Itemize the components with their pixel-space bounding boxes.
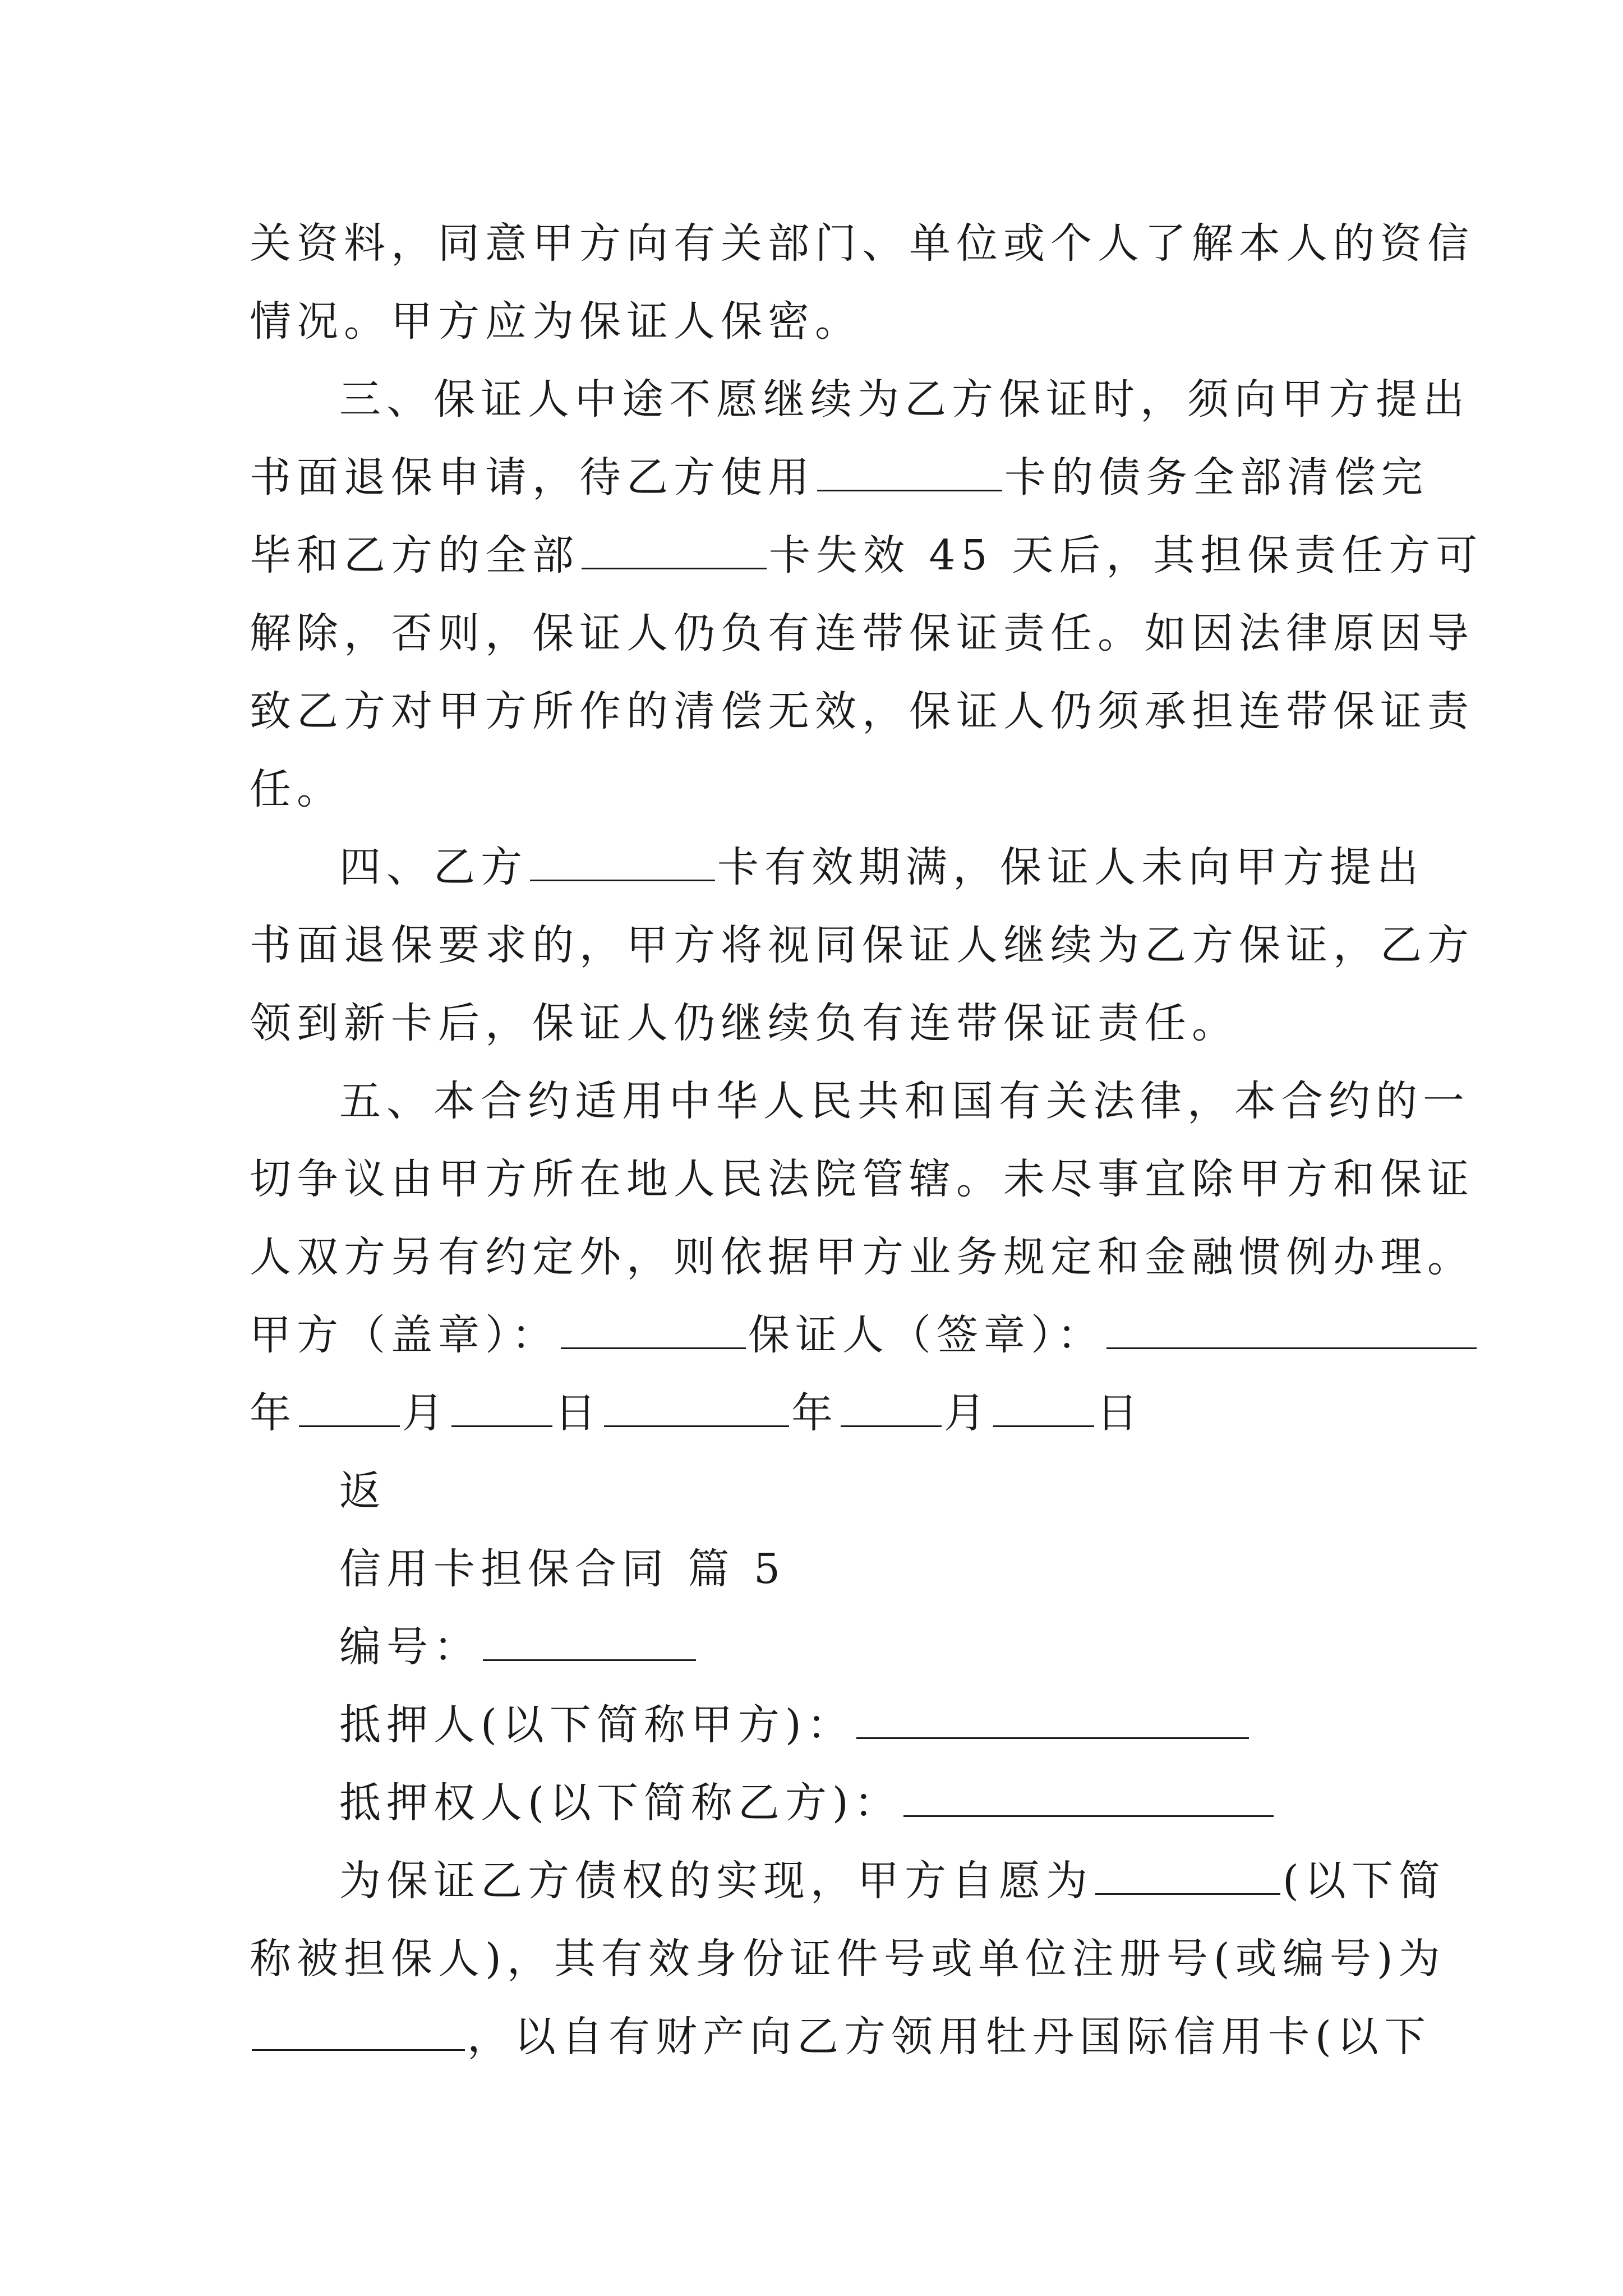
clause-4-start [250, 829, 1424, 907]
text-segment: 卡有效期满，保证人未向甲方提出 [717, 843, 1424, 891]
section-title [250, 1530, 1394, 1608]
text-line [250, 907, 1474, 984]
text-segment: 书面退保要求的，甲方将视同保证人继续为乙方保证，乙方 [250, 921, 1474, 969]
contract-text [250, 205, 1483, 2076]
text-line [250, 673, 1474, 751]
guarantor-sign-label: 保证人（签章）： [748, 1311, 1104, 1359]
month-label: 月 [944, 1389, 991, 1437]
text-segment: 解除，否则，保证人仍负有连带保证责任。如因法律原因导 [250, 609, 1474, 657]
day-blank[interactable] [993, 1389, 1094, 1427]
fill-in-blank[interactable] [530, 844, 715, 881]
mortgagor-label: 抵押人(以下简称甲方)： [339, 1701, 854, 1749]
text-line [250, 595, 1474, 673]
fill-in-blank[interactable] [582, 532, 767, 569]
month-blank[interactable] [451, 1389, 552, 1427]
text-segment: 毕和乙方的全部 [250, 531, 579, 579]
text-segment: 为保证乙方债权的实现，甲方自愿为 [339, 1857, 1093, 1905]
mortgagee-blank[interactable] [903, 1779, 1274, 1817]
mortgagor-line [250, 1686, 1394, 1764]
text-segment: 情况。甲方应为保证人保密。 [250, 297, 862, 346]
text-line [250, 1920, 1446, 1998]
signature-line [250, 1296, 1394, 1374]
month-blank[interactable] [841, 1389, 942, 1427]
text-segment: 称被担保人)，其有效身份证件号或单位注册号(或编号)为 [250, 1935, 1446, 1983]
text-segment: 切争议由甲方所在地人民法院管辖。未尽事宜除甲方和保证 [250, 1155, 1474, 1203]
text-line [250, 1998, 1431, 2076]
fill-in-blank[interactable] [252, 2013, 465, 2051]
text-line [250, 1218, 1474, 1296]
party-a-seal-label: 甲方（盖章）： [250, 1311, 559, 1359]
mortgagor-blank[interactable] [856, 1701, 1249, 1739]
fill-in-blank[interactable] [1095, 1857, 1280, 1895]
text-segment: 书面退保申请，待乙方使用 [250, 453, 815, 501]
year-label: 年 [791, 1389, 838, 1437]
number-blank[interactable] [483, 1623, 696, 1661]
text-segment: 三、保证人中途不愿继续为乙方保证时，须向甲方提出 [339, 375, 1470, 424]
text-segment: 返 [339, 1467, 386, 1515]
text-line [250, 751, 1394, 829]
text-line [250, 984, 1394, 1062]
year-blank[interactable] [604, 1389, 789, 1427]
text-line [250, 517, 1483, 595]
mortgagee-line [250, 1764, 1394, 1842]
text-segment: 领到新卡后，保证人仍继续负有连带保证责任。 [250, 999, 1239, 1047]
day-label: 日 [555, 1389, 602, 1437]
year-label: 年 [250, 1389, 297, 1437]
clause-intro [250, 1842, 1446, 1920]
text-segment: 人双方另有约定外，则依据甲方业务规定和金融惯例办理。 [250, 1233, 1474, 1281]
text-segment: 信用卡担保合同 篇 5 [339, 1545, 786, 1593]
text-segment: 四、乙方 [339, 843, 528, 891]
text-segment: 致乙方对甲方所作的清偿无效，保证人仍须承担连带保证责 [250, 687, 1474, 735]
number-label: 编号： [339, 1623, 481, 1671]
year-blank[interactable] [299, 1389, 400, 1427]
text-segment: (以下简 [1283, 1857, 1446, 1905]
date-line [250, 1374, 1394, 1452]
text-line [250, 439, 1428, 517]
day-label: 日 [1096, 1389, 1144, 1437]
text-segment: 卡失效 45 天后，其担保责任方可 [769, 531, 1483, 579]
text-segment: 任。 [250, 765, 344, 813]
text-segment: 关资料，同意甲方向有关部门、单位或个人了解本人的资信 [250, 219, 1474, 268]
clause-3-start [250, 361, 1470, 439]
guarantor-sign-blank[interactable] [1106, 1312, 1477, 1349]
month-label: 月 [402, 1389, 449, 1437]
text-segment: 五、本合约适用中华人民共和国有关法律，本合约的一 [339, 1077, 1470, 1125]
party-a-seal-blank[interactable] [561, 1312, 746, 1349]
clause-5-start [250, 1062, 1470, 1140]
fill-in-blank[interactable] [817, 454, 1002, 491]
text-segment: 卡的债务全部清偿完 [1004, 453, 1428, 501]
text-line [250, 283, 1394, 361]
text-line [250, 1140, 1474, 1218]
text-segment: ，以自有财产向乙方领用牡丹国际信用卡(以下 [467, 2013, 1431, 2061]
return-link[interactable] [250, 1452, 1394, 1530]
text-line [250, 205, 1474, 283]
mortgagee-label: 抵押权人(以下简称乙方)： [339, 1779, 901, 1827]
number-line [250, 1608, 1394, 1686]
